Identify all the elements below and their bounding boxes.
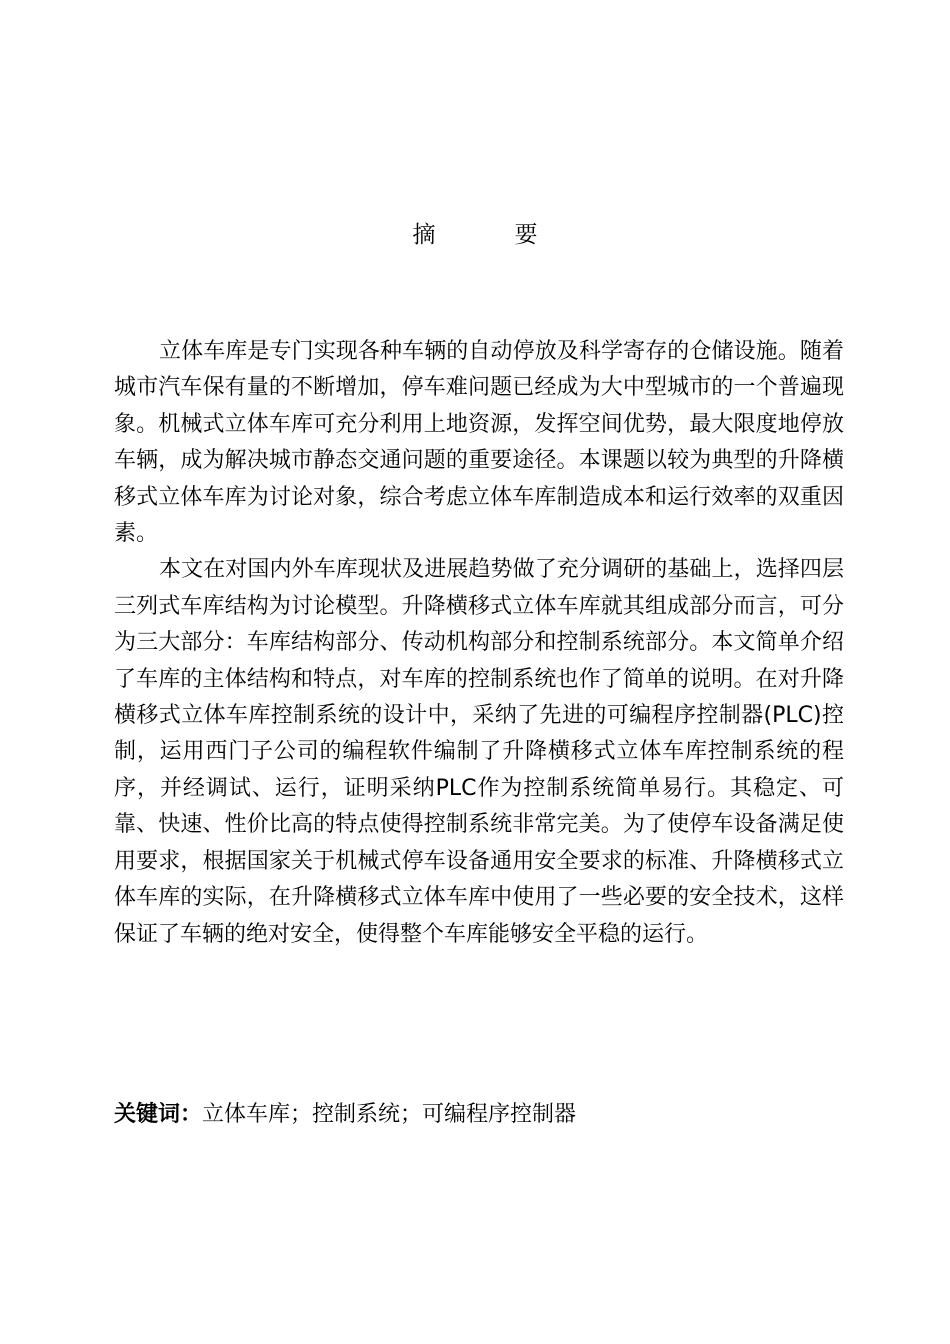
abstract-paragraph-1: 立体车库是专门实现各种车辆的自动停放及科学寄存的仓储设施。随着城市汽车保有量的不断增加，停车难问题已经成为大中型城市的一个普遍现象。机械式立体车库可充分利用上地资源，发挥空间优势，最大限度地停放车辆，成为解决城市静态交通问题的重要途径。本课题以较为典型的升降横移式立体车库为讨论对象，综合考虑立体车库制造成本和运行效率的双重因素。 (114, 339, 844, 547)
page-title: 摘 要 (412, 222, 566, 248)
keywords-value: 立体车库；控制系统；可编程序控制器 (202, 1102, 577, 1127)
abstract-paragraph-2: 本文在对国内外车库现状及进展趋势做了充分调研的基础上，选择四层三列式车库结构为讨论模型。升降横移式立体车库就其组成部分而言，可分为三大部分：车库结构部分、传动机构部分和控制系统部分。本文简单介绍了车库的主体结构和特点，对车库的控制系统也作了简单的说明。在对升降横移式立体车库控制系统的设计中，采纳了先进的可编程序控制器(PLC)控制，运用西门子公司的编程软件编制了升降横移式立体车库控制系统的程序，并经调试、运行，证明采纳PLC作为控制系统简单易行。其稳定、可靠、快速、性价比高的特点使得控制系统非常完美。为了使停车设备满足使用要求，根据国家关于机械式停车设备通用安全要求的标准、升降横移式立体车库的实际，在升降横移式立体车库中使用了一些必要的安全技术，这样保证了车辆的绝对安全，使得整个车库能够安全平稳的运行。 (114, 557, 844, 947)
keywords-label: 关键词： (114, 1102, 203, 1127)
abstract-body (114, 334, 844, 953)
keywords-line (114, 1099, 844, 1131)
